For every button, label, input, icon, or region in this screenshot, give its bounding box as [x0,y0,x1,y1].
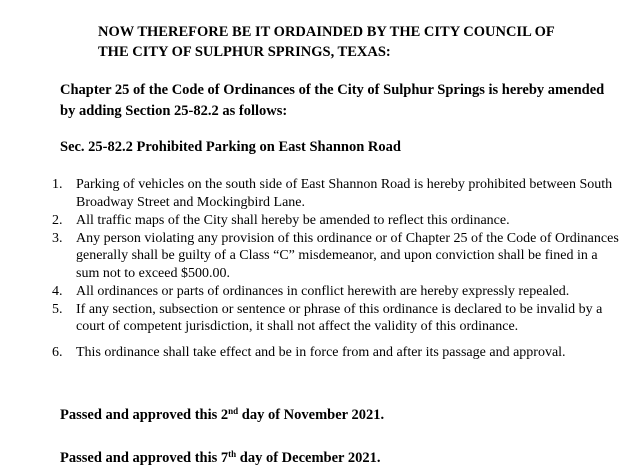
item-text: Parking of vehicles on the south side of East Shannon Road is hereby prohibited between South Broadway Street and Mockingbird Lane. [76,177,613,210]
passed-approved-november [60,405,384,426]
item-text: Any person violating any provision of this ordinance or of Chapter 25 of the Code of Ordinances generally shall be guilty of a Class “C” misdemeanor, and upon conviction shall be fined in a sum not to exceed $500.00. [76,230,619,281]
list-item [52,212,622,230]
item-number: 5. [52,301,63,317]
list-item [52,344,622,362]
list-item [52,283,622,301]
item-number: 2. [52,212,63,228]
item-number: 4. [52,283,63,299]
item-number: 3. [52,230,63,246]
item-text: If any section, subsection or sentence or phrase of this ordinance is declared to be invalid by a court of competent jurisdiction, it shall not affect the validity of this ordinance. [76,301,603,334]
ordinance-heading [98,22,618,62]
heading-line-1: NOW THEREFORE BE IT ORDAINDED BY THE CITY COUNCIL OF [98,24,555,40]
passed-1-before: Passed and approved this 2 [60,407,229,423]
passed-2-before: Passed and approved this 7 [60,450,229,466]
passed-1-after: day of November 2021. [238,407,385,423]
passed-2-after: day of December 2021. [236,450,381,466]
item-number: 1. [52,177,63,192]
ordinance-items-list [52,176,622,362]
passed-1-ordinal: nd [228,406,239,416]
item-number: 6. [52,344,63,360]
chapter-amendment-text: Chapter 25 of the Code of Ordinances of the City of Sulphur Springs is hereby amended by adding Section 25-82.2 as follows: [60,82,605,119]
section-title: Sec. 25-82.2 Prohibited Parking on East Shannon Road [60,139,401,155]
list-item [52,176,622,211]
heading-line-2: THE CITY OF SULPHUR SPRINGS, TEXAS: [98,44,391,60]
passed-approved-december [60,448,380,469]
list-item [52,230,622,283]
list-item [52,301,622,336]
item-text: All traffic maps of the City shall hereby be amended to reflect this ordinance. [76,212,510,228]
passed-2-ordinal: th [228,449,237,459]
item-text: This ordinance shall take effect and be in force from and after its passage and approval. [76,344,566,360]
item-text: All ordinances or parts of ordinances in conflict herewith are hereby expressly repealed. [76,283,570,299]
